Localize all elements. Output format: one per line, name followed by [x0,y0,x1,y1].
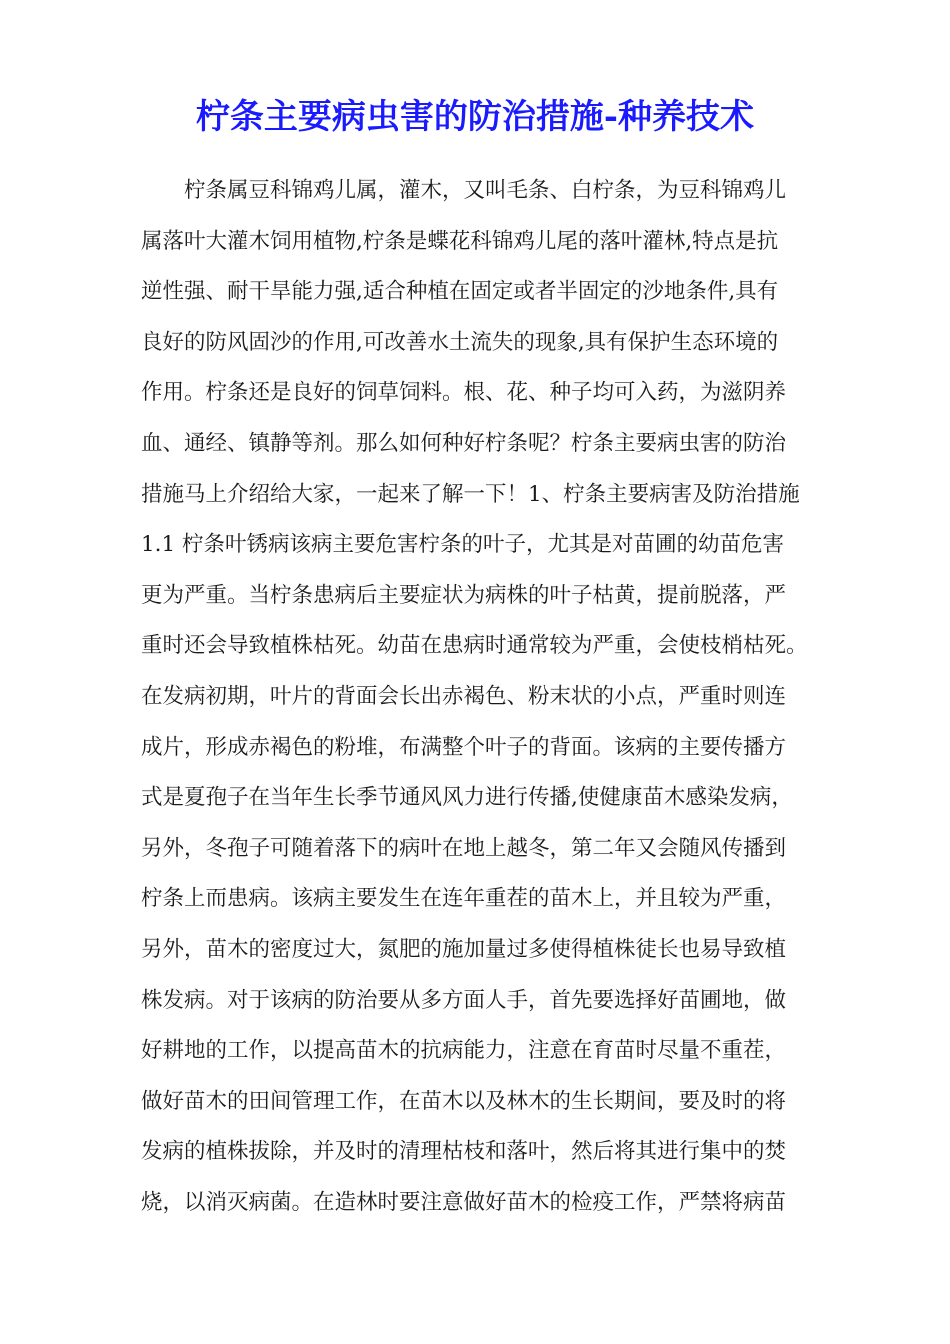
body-line: 另外，苗木的密度过大，氮肥的施加量过多使得植株徒长也易导致植 [141,936,787,962]
body-line: 血、通经、镇静等剂。那么如何种好柠条呢？柠条主要病虫害的防治 [141,430,787,456]
body-line: 做好苗木的田间管理工作，在苗木以及林木的生长期间，要及时的将 [141,1088,787,1114]
body-line: 更为严重。当柠条患病后主要症状为病株的叶子枯黄，提前脱落，严 [141,582,787,608]
body-line: 逆性强、耐干旱能力强,适合种植在固定或者半固定的沙地条件,具有 [141,279,779,305]
body-line: 发病的植株拔除，并及时的清理枯枝和落叶，然后将其进行集中的焚 [141,1139,787,1165]
body-line: 在发病初期，叶片的背面会长出赤褐色、粉末状的小点，严重时则连 [141,683,787,709]
body-line: 成片，形成赤褐色的粉堆，布满整个叶子的背面。该病的主要传播方 [141,734,787,760]
body-line: 柠条属豆科锦鸡儿属，灌木，又叫毛条、白柠条，为豆科锦鸡儿 [141,178,787,203]
body-line: 烧，以消灭病菌。在造林时要注意做好苗木的检疫工作，严禁将病苗 [141,1189,787,1215]
body-line: 另外，冬孢子可随着落下的病叶在地上越冬，第二年又会随风传播到 [141,835,787,861]
document-body [141,166,813,1228]
body-line: 好耕地的工作，以提高苗木的抗病能力，注意在育苗时尽量不重茬， [141,1038,787,1064]
body-line: 株发病。对于该病的防治要从多方面人手，首先要选择好苗圃地，做 [141,987,787,1013]
body-line: 重时还会导致植株枯死。幼苗在患病时通常较为严重，会使枝梢枯死。 [141,633,808,659]
body-line: 措施马上介绍给大家，一起来了解一下！1、柠条主要病害及防治措施 [141,481,800,507]
document-title: 柠条主要病虫害的防治措施-种养技术 [195,97,755,137]
body-line: 式是夏孢子在当年生长季节通风风力进行传播,使健康苗木感染发病， [141,785,793,811]
body-line: 作用。柠条还是良好的饲草饲料。根、花、种子均可入药，为滋阴养 [141,380,787,406]
body-line: 1.1 柠条叶锈病该病主要危害柠条的叶子，尤其是对苗圃的幼苗危害 [141,532,785,558]
body-line: 属落叶大灌木饲用植物,柠条是蝶花科锦鸡儿尾的落叶灌林,特点是抗 [141,228,779,254]
body-line: 柠条上而患病。该病主要发生在连年重茬的苗木上，并且较为严重， [141,886,787,912]
body-line: 良好的防风固沙的作用,可改善水土流失的现象,具有保护生态环境的 [141,329,779,355]
